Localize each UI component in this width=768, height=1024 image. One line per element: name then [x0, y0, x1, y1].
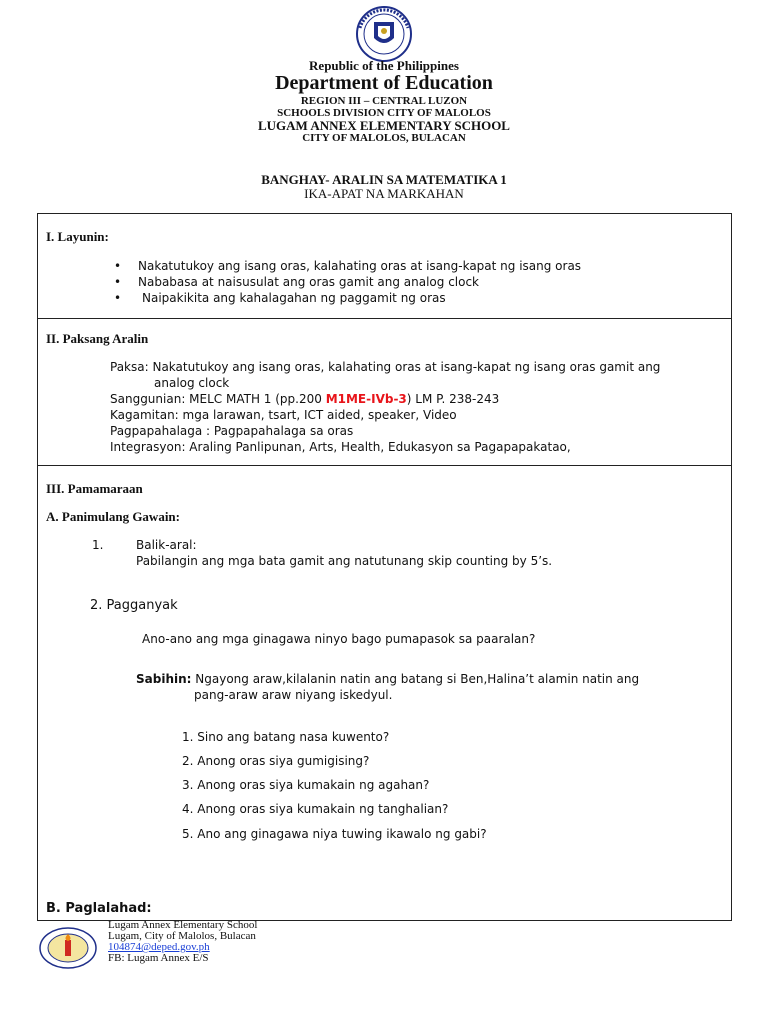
paksa-line: Paksa: Nakatutukoy ang isang oras, kalahating oras at isang-kapat ng isang oras gamit ang [110, 360, 661, 374]
list-item: • Nababasa at naisusulat ang oras gamit ang analog clock [114, 274, 714, 290]
panimulang-gawain-heading: A. Panimulang Gawain: [46, 509, 180, 524]
footer-contact [108, 920, 257, 964]
section-paksang-aralin-box [37, 317, 732, 466]
section-pamamaraan-heading: III. Pamamaraan [46, 481, 143, 496]
balik-aral-title: Balik-aral: [136, 538, 197, 552]
footer-address: Lugam, City of Malolos, Bulacan [108, 930, 256, 942]
division-text: SCHOOLS DIVISION CITY OF MALOLOS [277, 107, 491, 119]
paksang-aralin-content [110, 359, 720, 455]
melc-code: M1ME-IVb-3 [325, 392, 407, 406]
sabihin-label: Sabihin: [136, 672, 192, 686]
deped-seal-logo [340, 6, 428, 62]
pagpapahalaga-line: Pagpapahalaga : Pagpapahalaga sa oras [110, 424, 354, 438]
questions-list [182, 729, 487, 850]
item1-number: 1. [92, 538, 104, 552]
item2-number: 2. [90, 598, 103, 613]
quarter-title: IKA-APAT NA MARKAHAN [304, 186, 464, 201]
section-pamamaraan-box [37, 465, 732, 921]
lesson-plan-title: BANGHAY- ARALIN SA MATEMATIKA 1 [261, 172, 507, 187]
sanggunian-line: Sanggunian: MELC MATH 1 (pp.200 M1ME-IVb-3) LM P. 238-243 [110, 392, 500, 406]
list-item: 5. Ano ang ginagawa niya tuwing ikawalo ng gabi? [182, 827, 487, 841]
city-text: CITY OF MALOLOS, BULACAN [302, 132, 466, 144]
list-item: • Nakatutukoy ang isang oras, kalahating oras at isang-kapat ng isang oras [114, 258, 714, 274]
section-paksang-aralin-heading: II. Paksang Aralin [46, 331, 149, 346]
footer-email-link[interactable]: 104874@deped.gov.ph [108, 941, 210, 953]
footer-fb: FB: Lugam Annex E/S [108, 952, 209, 964]
department-title: Department of Education [275, 72, 493, 94]
list-item: 4. Anong oras siya kumakain ng tanghalian? [182, 802, 449, 816]
integrasyon-line: Integrasyon: Araling Panlipunan, Arts, Health, Edukasyon sa Pagapapakatao, [110, 440, 571, 454]
kagamitan-line: Kagamitan: mga larawan, tsart, ICT aided, speaker, Video [110, 408, 457, 422]
pagganyak-title: Pagganyak [106, 598, 178, 613]
school-logo [38, 926, 98, 970]
pagganyak-question: Ano-ano ang mga ginagawa ninyo bago pumapasok sa paaralan? [142, 632, 536, 646]
list-item: • Naipakikita ang kahalagahan ng paggamit ng oras [114, 290, 714, 306]
paglalahad-heading: B. Paglalahad: [46, 901, 152, 916]
section-layunin-box [37, 213, 732, 319]
section-layunin-heading: I. Layunin: [46, 229, 109, 244]
list-item: 1. Sino ang batang nasa kuwento? [182, 730, 390, 744]
list-item: 2. Anong oras siya gumigising? [182, 754, 370, 768]
footer-school: Lugam Annex Elementary School [108, 919, 258, 931]
sabihin-line-cont: pang-araw araw niyang iskedyul. [194, 688, 393, 702]
paksa-line-cont: analog clock [154, 376, 230, 390]
list-item: 3. Anong oras siya kumakain ng agahan? [182, 778, 430, 792]
sabihin-line: Sabihin: Ngayong araw,kilalanin natin ang batang si Ben,Halina’t alamin natin ang [136, 672, 640, 686]
region-text: REGION III – CENTRAL LUZON [300, 95, 468, 107]
republic-text: Republic of the Philippines [309, 58, 459, 73]
balik-aral-text: Pabilangin ang mga bata gamit ang natutunang skip counting by 5’s. [136, 554, 553, 568]
objectives-list [114, 258, 714, 306]
school-name: LUGAM ANNEX ELEMENTARY SCHOOL [258, 118, 510, 133]
